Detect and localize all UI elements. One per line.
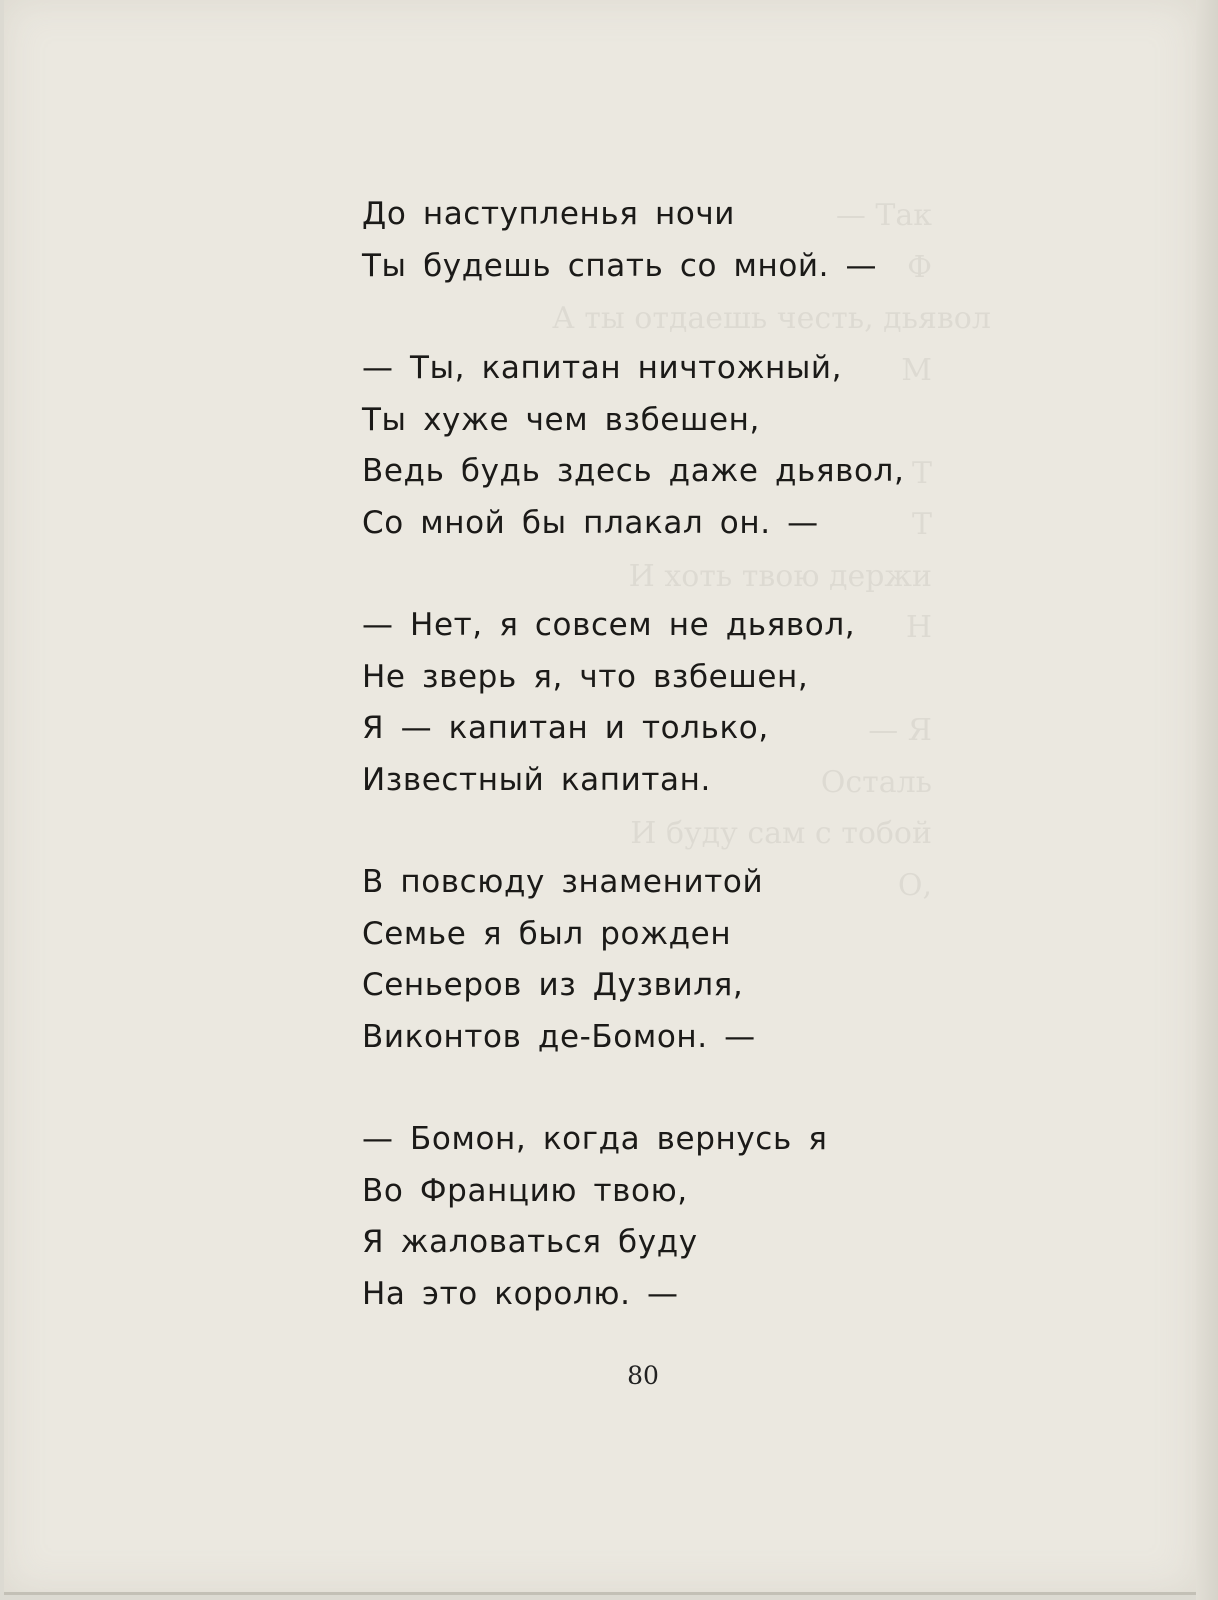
book-page xyxy=(4,0,1199,1595)
poem xyxy=(362,189,991,1371)
stanza xyxy=(362,857,962,1063)
poem-line: Не зверь я, что взбешен, xyxy=(362,658,809,695)
page-number: 80 xyxy=(627,1361,659,1390)
poem-line: Я — капитан и только, xyxy=(362,710,769,746)
poem-line: — Ты, капитан ничтожный, xyxy=(362,350,843,386)
stanza xyxy=(362,1114,962,1320)
poem-line: В повсюду знаменитой xyxy=(362,864,764,900)
poem-line: Семье я был рожден xyxy=(362,915,732,952)
poem-line: Ты будешь спать со мной. — xyxy=(362,247,878,284)
poem-line: Известный капитан. xyxy=(362,761,711,798)
stanza xyxy=(362,600,962,806)
poem-line: Виконтов де-Бомон. — xyxy=(362,1018,756,1055)
poem-line: Во Францию твою, xyxy=(362,1172,688,1209)
poem-line: На это королю. — xyxy=(362,1275,679,1312)
poem-line: Ведь будь здесь даже дьявол, xyxy=(362,453,905,489)
poem-line: До наступленья ночи xyxy=(362,196,736,232)
poem-line: Со мной бы плакал он. — xyxy=(362,504,819,541)
poem-line: Я жаловаться буду xyxy=(362,1224,698,1260)
poem-line: — Нет, я совсем не дьявол, xyxy=(362,607,856,643)
poem-line: Ты хуже чем взбешен, xyxy=(362,401,760,438)
show-through-text: — Так Ф А ты отдаешь честь, дьявол М Т Т И хоть твою держи Н — Я Осталь И буду сам с тобой О, xyxy=(552,198,991,903)
page-edge xyxy=(1196,0,1218,1600)
stanza xyxy=(362,343,962,549)
poem-line: Сеньеров из Дузвиля, xyxy=(362,967,744,1003)
stanza xyxy=(362,189,962,292)
poem-line: — Бомон, когда вернусь я xyxy=(362,1121,828,1157)
